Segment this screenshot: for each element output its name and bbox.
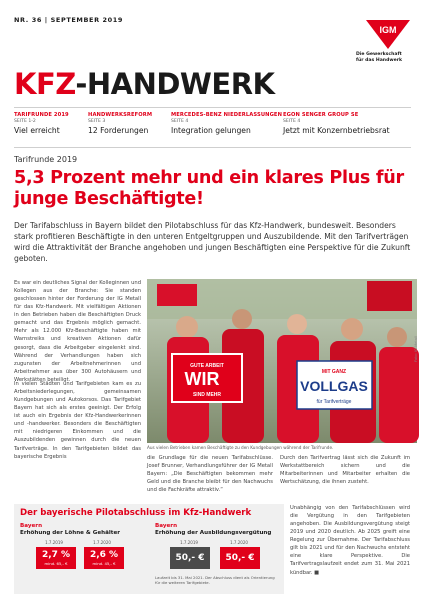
wage-date-1: 1.7.2019: [45, 540, 63, 545]
article-column-3: Durch den Tarifvertrag lässt sich die Zukunft im Werkstattbereich sichern und die Mitarbeiterinnen und Mitarbeiter erhalten die Wertschätzung, die ihnen zusteht.: [280, 455, 410, 486]
teaser-text: Integration gelungen: [171, 126, 251, 135]
wage-date-2: 1.7.2020: [93, 540, 111, 545]
wage-minimum: mind. 45,- €: [92, 561, 116, 566]
sign2-line-1: MIT GANZ: [321, 369, 347, 375]
box-left-region: Bayern: [20, 523, 43, 529]
article-kicker: Tarifrunde 2019: [14, 155, 78, 164]
newsletter-title: [14, 67, 275, 101]
teaser-category: TARIFRUNDE 2019: [14, 112, 69, 118]
wage-value: 2,7 %: [41, 550, 71, 560]
organization-tagline: [356, 52, 420, 63]
box-right-region: Bayern: [155, 523, 178, 529]
article-column-1-top: Es war ein deutliches Signal der Kolleginnen und Kollegen aus der Branche: Sie standen geschlossen hinter der Forderung der IG Metall für das Kfz-Handwerk. Mit vielfältigen Aktionen in den Betrieben haben die Beschäftigten Druck gemacht und das Ergebnis möglich gemacht. Mehr als 12.000 Kfz-Beschäftigte haben mit Warnstreiks und kreativen Aktionen dafür gesorgt, dass die Arbeitgeber eingelenkt sind. Während der Verhandlungen haben sich zugunsten der Arbeitnehmerinnen und Arbeitnehmer aus über 300 Autohäusern und Werkstätten beteiligt.: [14, 280, 141, 383]
teaser-category: EGON SENGER GROUP SE: [283, 112, 359, 118]
teaser-page: SEITE 4: [283, 119, 301, 124]
sign-big-text: WIR: [184, 369, 220, 389]
wage-increase-badge-2: [84, 547, 124, 569]
apprentice-increase-badge-2: [220, 547, 260, 569]
article-column-1-bottom: In vielen Städten und Tarifgebieten kam es zu Arbeitsniederlegungen, gemeinsamen Kundgebungen und Autokorsos. Das Tarifgebiet Bayern hat sich als erstes geeinigt. Der Erfolg ist auch ein Ergebnis der Kfz-Handwerkerinnen und -handwerker. Besonders die Beschäftigten mit niedrigeren Einkommen und die Auszubildenden gewinnen durch die neuen Tarifverträge. In den Tarifgebieten bildet das bayerische Ergebnis: [14, 381, 141, 460]
teaser-text: Jetzt mit Konzernbetriebsrat: [283, 126, 390, 135]
box-footnote: Laufzeit bis 31. Mai 2021. Der Abschluss dient als Orientierung für die weiteren Tarifgebiete.: [155, 575, 275, 586]
title-dark-part: -HANDWERK: [75, 67, 275, 101]
tagline-line-2: für das Handwerk: [356, 57, 403, 63]
apprentice-value: 50,- €: [175, 553, 205, 563]
teaser-text: Viel erreicht: [14, 126, 60, 135]
sign-small-text: GUTE ARBEIT: [190, 363, 224, 369]
wage-value: 2,6 %: [89, 550, 119, 560]
sign2-line-2: für Tarifverträge: [316, 399, 352, 405]
teaser-page: SEITE 1-2: [14, 119, 36, 124]
protest-photo: [147, 279, 417, 443]
teaser-category: HANDWERKSREFORM: [88, 112, 153, 118]
sign-suffix-text: SIND MEHR: [192, 392, 222, 398]
photo-caption: Aus vielen Betrieben kamen Beschäftigte zu den Kundgebungen während der Tarifrunde.: [147, 445, 334, 450]
apprentice-date-2: 1.7.2020: [230, 540, 248, 545]
teaser-egon-senger[interactable]: [283, 112, 390, 135]
sign2-big-text: VOLLGAS: [300, 378, 368, 394]
teaser-page: SEITE 4: [171, 119, 189, 124]
teaser-category: MERCEDES-BENZ NIEDERLASSUNGEN: [171, 112, 283, 118]
box-left-heading: Erhöhung der Löhne & Gehälter: [20, 530, 121, 536]
article-lead: Der Tarifabschluss in Bayern bildet den Pilotabschluss für das Kfz-Handwerk, bundesweit. Besonders stark profitieren Beschäftigte in den unteren Entgeltgruppen und Auszubildende. Mit den Tarifverträgen wird die Attraktivität der Branche angehoben und jungen Beschäftigten eine Perspektive für die Zukunft geboten.: [14, 221, 411, 263]
article-column-2: die Grundlage für die neuen Tarifabschlüsse. Josef Brunner, Verhandlungsführer der IG Metall Bayern: „Die Beschäftigten bekommen mehr Geld und die Branche bleibt für den Nachwuchs und die Fachkräfte attraktiv.“: [147, 455, 273, 494]
box-title: Der bayerische Pilotabschluss im Kfz-Handwerk: [20, 508, 252, 518]
masthead-divider: [14, 107, 411, 108]
apprentice-date-1: 1.7.2019: [180, 540, 198, 545]
teaser-page: SEITE 3: [88, 119, 106, 124]
teaser-divider: [14, 147, 411, 148]
wage-minimum: mind. 65,- €: [44, 561, 68, 566]
box-right-heading: Erhöhung der Ausbildungsvergütung: [155, 530, 272, 536]
igmetall-logo: [363, 14, 413, 50]
apprentice-increase-badge-1: [170, 547, 210, 569]
issue-number: NR. 36 | SEPTEMBER 2019: [14, 16, 124, 24]
tagline-line-1: Die Gewerkschaft: [356, 52, 402, 57]
article-column-3-bottom: Unabhängig von den Tarifabschlüssen wird die Vergütung in den Tarifgebieten angehoben. Die Ausbildungsvergütung steigt 2019 und 2020 deutlich. Ab 2025 greift eine Regelung zur Übernahme. Der Tarifabschluss gilt bis 2021 und für den Nachwuchs entsteht eine klare Perspektive. Die Tarifvertragslaufzeit endet zum 31. Mai 2021 kündbar. ■: [290, 505, 410, 576]
apprentice-value: 50,- €: [225, 553, 255, 563]
title-red-part: KFZ: [14, 67, 76, 101]
photo-credit: Foto: IG Metall: [414, 335, 418, 362]
logo-letters: IGM: [379, 25, 397, 35]
teaser-mercedes[interactable]: [171, 112, 283, 135]
wage-increase-badge-1: [36, 547, 76, 569]
teaser-text: 12 Forderungen: [88, 126, 149, 135]
article-headline: 5,3 Prozent mehr und ein klares Plus für junge Beschäftigte!: [14, 168, 404, 209]
